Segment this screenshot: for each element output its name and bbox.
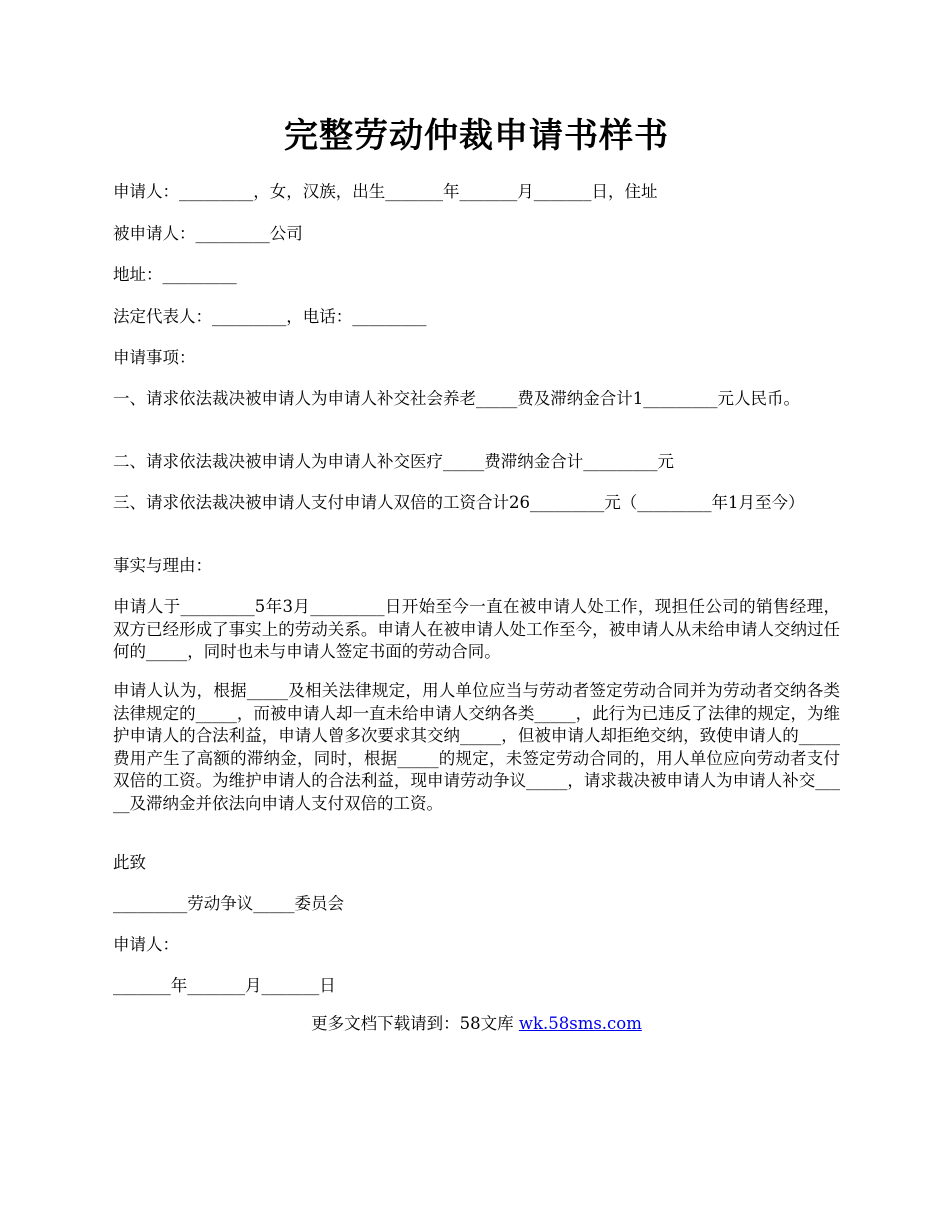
respondent-line: 被申请人：_________公司 (113, 224, 303, 243)
signature-date: _______年_______月_______日 (113, 976, 336, 995)
recipient-committee: _________劳动争议_____委员会 (113, 894, 344, 913)
address-line: 地址：_________ (113, 265, 237, 284)
claims-heading: 申请事项： (113, 348, 196, 367)
claim-item-3: 三、请求依法裁决被申请人支付申请人双倍的工资合计26_________元（_________年1月至今） (113, 493, 805, 512)
facts-paragraph-1: 申请人于_________5年3月_________日开始至今一直在被申请人处工作，现担任公司的销售经理，双方已经形成了事实上的劳动关系。申请人在被申请人处工作至今，被申请人从未给申请人交纳过任何的_____，同时也未与申请人签定书面的劳动合同。 (113, 597, 840, 661)
facts-paragraph-2: 申请人认为，根据_____及相关法律规定，用人单位应当与劳动者签定劳动合同并为劳动者交纳各类法律规定的_____，而被申请人却一直未给申请人交纳各类_____，此行为已违反了法律的规定，为维护申请人的合法利益，申请人曾多次要求其交纳_____，但被申请人却拒绝交纳，致使申请人的_____费用产生了高额的滞纳金，同时，根据_____的规定，未签定劳动合同的，用人单位应向劳动者支付双倍的工资。为维护申请人的合法利益，现申请劳动争议_____，请求裁决被申请人为申请人补交_____及滞纳金并依法向申请人支付双倍的工资。 (113, 681, 840, 813)
claim-item-1: 一、请求依法裁决被申请人为申请人补交社会养老_____费及滞纳金合计1_________元人民币。 (113, 389, 800, 408)
footer-link[interactable]: wk.58sms.com (518, 1014, 642, 1033)
claim-item-2: 二、请求依法裁决被申请人为申请人补交医疗_____费滞纳金合计_________元 (113, 452, 674, 471)
salutation: 此致 (113, 853, 146, 872)
legal-representative-line: 法定代表人：_________，电话：_________ (113, 307, 427, 326)
document-title: 完整劳动仲裁申请书样书 (284, 116, 669, 156)
applicant-line: 申请人：_________，女，汉族，出生_______年_______月_______日，住址 (113, 182, 658, 201)
footer-text: 更多文档下载请到：58文库 (311, 1014, 519, 1033)
facts-heading: 事实与理由： (113, 556, 212, 575)
signature-applicant: 申请人： (113, 935, 179, 954)
footer (113, 1013, 840, 1036)
